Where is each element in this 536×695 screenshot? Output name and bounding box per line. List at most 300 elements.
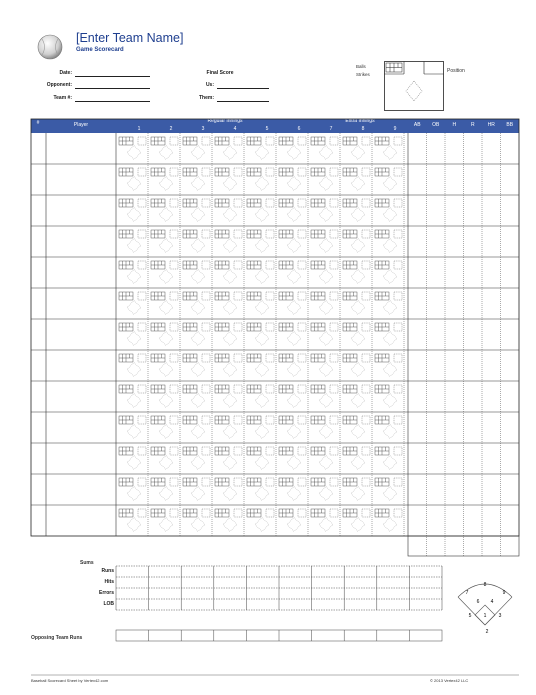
count-grid — [119, 199, 133, 207]
base-diamond — [127, 208, 141, 222]
count-grid — [247, 416, 261, 424]
position-box — [362, 416, 370, 424]
count-grid — [343, 478, 357, 486]
position-box — [362, 199, 370, 207]
position-box — [234, 416, 242, 424]
count-grid — [311, 199, 325, 207]
base-diamond — [255, 301, 269, 315]
position-box — [266, 354, 274, 362]
position-box — [234, 509, 242, 517]
count-grid — [375, 137, 389, 145]
team-name[interactable]: [Enter Team Name] — [76, 31, 184, 45]
count-grid — [279, 385, 293, 393]
count-grid — [311, 447, 325, 455]
position-box — [234, 292, 242, 300]
base-diamond — [287, 487, 301, 501]
count-grid — [375, 354, 389, 362]
base-diamond — [191, 456, 205, 470]
position-box — [394, 199, 402, 207]
position-box — [266, 385, 274, 393]
position-box — [298, 137, 306, 145]
position-box — [298, 509, 306, 517]
base-diamond — [255, 425, 269, 439]
position-box — [330, 385, 338, 393]
count-grid — [215, 478, 229, 486]
count-grid — [279, 199, 293, 207]
base-diamond — [223, 518, 237, 532]
count-grid — [215, 354, 229, 362]
strikes-label: Strikes — [356, 72, 370, 77]
count-grid — [183, 199, 197, 207]
count-grid — [279, 323, 293, 331]
position-box — [170, 447, 178, 455]
count-grid — [151, 447, 165, 455]
position-box — [266, 261, 274, 269]
position-box — [394, 416, 402, 424]
count-grid — [343, 447, 357, 455]
count-grid — [119, 509, 133, 517]
count-grid — [183, 478, 197, 486]
count-grid — [119, 292, 133, 300]
count-grid — [215, 385, 229, 393]
count-grid — [151, 199, 165, 207]
count-grid — [343, 416, 357, 424]
base-diamond — [287, 146, 301, 160]
base-diamond — [319, 270, 333, 284]
base-diamond — [223, 425, 237, 439]
count-grid — [215, 168, 229, 176]
position-box — [138, 168, 146, 176]
count-grid — [247, 199, 261, 207]
stat-header-ob: OB — [432, 122, 440, 128]
position-box — [266, 323, 274, 331]
position-box — [394, 447, 402, 455]
inning-number: 3 — [201, 126, 205, 132]
opposing-team-runs-label: Opposing Team Runs — [31, 635, 83, 641]
position-box — [234, 478, 242, 486]
position-8: 8 — [483, 582, 487, 588]
position-box — [234, 230, 242, 238]
position-box — [202, 137, 210, 145]
base-diamond — [319, 425, 333, 439]
count-grid — [375, 416, 389, 424]
position-box — [202, 261, 210, 269]
count-grid — [279, 416, 293, 424]
base-diamond — [287, 208, 301, 222]
field-position-diagram — [450, 575, 520, 637]
base-diamond — [127, 239, 141, 253]
base-diamond — [255, 332, 269, 346]
count-grid — [343, 509, 357, 517]
base-diamond — [127, 363, 141, 377]
base-diamond — [383, 332, 397, 346]
count-grid — [311, 292, 325, 300]
position-box — [202, 354, 210, 362]
base-diamond — [159, 332, 173, 346]
count-grid — [119, 261, 133, 269]
count-grid — [215, 230, 229, 238]
position-box — [394, 137, 402, 145]
count-grid — [311, 168, 325, 176]
position-box — [234, 199, 242, 207]
position-box — [266, 509, 274, 517]
base-diamond — [223, 177, 237, 191]
base-diamond — [159, 208, 173, 222]
us-label: Us: — [205, 82, 214, 88]
position-box — [298, 261, 306, 269]
count-grid — [119, 385, 133, 393]
position-box — [138, 199, 146, 207]
count-grid — [215, 261, 229, 269]
count-grid — [247, 168, 261, 176]
base-diamond — [223, 239, 237, 253]
base-diamond — [159, 301, 173, 315]
base-diamond — [255, 239, 269, 253]
count-grid — [279, 478, 293, 486]
count-grid — [247, 509, 261, 517]
position-box — [170, 261, 178, 269]
stat-header-h: H — [452, 122, 457, 128]
count-grid — [183, 230, 197, 238]
base-diamond — [319, 177, 333, 191]
count-grid — [375, 292, 389, 300]
count-grid — [183, 354, 197, 362]
inning-number: 7 — [329, 126, 333, 132]
footer-copyright: © 2013 Vertex42 LLC — [430, 678, 469, 683]
count-grid — [279, 292, 293, 300]
count-grid — [183, 261, 197, 269]
base-diamond — [127, 425, 141, 439]
position-5: 5 — [468, 613, 472, 619]
base-diamond — [159, 146, 173, 160]
count-grid — [183, 509, 197, 517]
base-diamond — [319, 518, 333, 532]
position-box — [170, 509, 178, 517]
position-box — [170, 137, 178, 145]
position-box — [298, 168, 306, 176]
count-grid — [119, 447, 133, 455]
base-diamond — [383, 487, 397, 501]
count-grid — [279, 447, 293, 455]
count-grid — [183, 137, 197, 145]
count-grid — [215, 416, 229, 424]
count-grid — [343, 230, 357, 238]
count-grid — [151, 354, 165, 362]
count-grid — [119, 416, 133, 424]
count-grid — [215, 447, 229, 455]
position-box — [394, 230, 402, 238]
base-diamond — [319, 363, 333, 377]
base-diamond — [255, 487, 269, 501]
base-diamond — [159, 363, 173, 377]
base-diamond — [223, 301, 237, 315]
inning-number: 9 — [393, 126, 397, 132]
position-box — [394, 323, 402, 331]
count-grid — [151, 416, 165, 424]
position-box — [266, 199, 274, 207]
base-diamond — [351, 456, 365, 470]
base-diamond — [127, 177, 141, 191]
position-box — [234, 385, 242, 393]
base-diamond — [383, 363, 397, 377]
position-box — [394, 292, 402, 300]
position-box — [170, 354, 178, 362]
base-diamond — [287, 177, 301, 191]
date-label: Date: — [59, 70, 72, 76]
position-box — [234, 261, 242, 269]
position-box — [362, 261, 370, 269]
base-diamond — [255, 146, 269, 160]
inning-number: 8 — [361, 126, 365, 132]
base-diamond — [191, 270, 205, 284]
count-grid — [311, 509, 325, 517]
count-grid — [375, 323, 389, 331]
count-grid — [343, 354, 357, 362]
count-grid — [311, 230, 325, 238]
count-grid — [151, 168, 165, 176]
opponent-label: Opponent: — [46, 82, 72, 88]
count-grid — [215, 323, 229, 331]
count-grid — [311, 137, 325, 145]
position-box — [362, 323, 370, 331]
position-box — [170, 323, 178, 331]
base-diamond — [191, 518, 205, 532]
base-diamond — [351, 239, 365, 253]
base-diamond — [127, 332, 141, 346]
base-diamond — [287, 332, 301, 346]
position-1: 1 — [483, 613, 487, 619]
count-grid — [343, 137, 357, 145]
team-number-label: Team #: — [53, 95, 72, 101]
base-diamond — [319, 456, 333, 470]
base-diamond — [255, 456, 269, 470]
position-box — [362, 478, 370, 486]
position-box — [266, 137, 274, 145]
position-box — [298, 447, 306, 455]
position-box — [138, 137, 146, 145]
count-grid — [247, 230, 261, 238]
base-diamond — [223, 394, 237, 408]
base-diamond — [351, 301, 365, 315]
sums-label: Sums — [80, 560, 94, 566]
count-grid — [311, 261, 325, 269]
position-box — [138, 230, 146, 238]
base-diamond — [223, 456, 237, 470]
count-grid — [151, 292, 165, 300]
position-3: 3 — [498, 613, 502, 619]
base-diamond — [383, 270, 397, 284]
count-grid — [279, 137, 293, 145]
inning-number: 1 — [137, 126, 141, 132]
count-grid — [343, 385, 357, 393]
position-box — [330, 292, 338, 300]
count-grid — [119, 323, 133, 331]
count-grid — [119, 230, 133, 238]
stat-header-ab: AB — [413, 122, 421, 128]
base-diamond — [127, 301, 141, 315]
count-grid — [279, 230, 293, 238]
count-grid — [247, 137, 261, 145]
count-grid — [343, 261, 357, 269]
count-grid — [215, 137, 229, 145]
count-grid — [183, 323, 197, 331]
position-box — [234, 168, 242, 176]
base-diamond — [191, 487, 205, 501]
base-diamond — [191, 394, 205, 408]
base-diamond — [319, 208, 333, 222]
count-grid — [183, 447, 197, 455]
base-diamond — [255, 177, 269, 191]
count-grid — [375, 230, 389, 238]
position-box — [170, 292, 178, 300]
position-box — [266, 416, 274, 424]
count-grid — [375, 168, 389, 176]
position-box — [330, 447, 338, 455]
base-diamond — [383, 518, 397, 532]
position-box — [330, 137, 338, 145]
base-diamond — [287, 518, 301, 532]
base-diamond — [351, 363, 365, 377]
count-grid — [375, 509, 389, 517]
position-box — [170, 199, 178, 207]
base-diamond — [191, 177, 205, 191]
count-grid — [311, 354, 325, 362]
base-diamond — [287, 425, 301, 439]
inning-number: 4 — [233, 126, 237, 132]
inning-number: 6 — [297, 126, 301, 132]
base-diamond — [319, 301, 333, 315]
position-box — [394, 354, 402, 362]
base-diamond — [127, 394, 141, 408]
position-box — [138, 354, 146, 362]
count-grid — [247, 261, 261, 269]
position-box — [362, 292, 370, 300]
count-grid — [247, 354, 261, 362]
position-box — [138, 447, 146, 455]
count-grid — [215, 509, 229, 517]
base-diamond — [319, 146, 333, 160]
position-box — [202, 323, 210, 331]
inning-number: 2 — [169, 126, 173, 132]
position-box — [234, 447, 242, 455]
base-diamond — [351, 487, 365, 501]
position-box — [170, 478, 178, 486]
count-grid — [151, 509, 165, 517]
position-box — [394, 168, 402, 176]
base-diamond — [191, 208, 205, 222]
position-box — [330, 323, 338, 331]
position-box — [202, 292, 210, 300]
count-grid — [151, 261, 165, 269]
count-grid — [279, 261, 293, 269]
base-diamond — [383, 177, 397, 191]
position-box — [394, 385, 402, 393]
count-grid — [311, 385, 325, 393]
position-box — [202, 478, 210, 486]
base-diamond — [191, 425, 205, 439]
count-grid — [375, 447, 389, 455]
base-diamond — [127, 487, 141, 501]
position-box — [298, 354, 306, 362]
base-diamond — [159, 518, 173, 532]
base-diamond — [319, 239, 333, 253]
position-box — [170, 168, 178, 176]
base-diamond — [287, 270, 301, 284]
position-box — [298, 230, 306, 238]
base-diamond — [383, 456, 397, 470]
position-box — [266, 230, 274, 238]
base-diamond — [351, 146, 365, 160]
sum-row-label: Runs — [101, 568, 114, 574]
stat-header-bb: BB — [506, 122, 514, 128]
number-column-header: # — [36, 120, 40, 126]
count-grid — [151, 478, 165, 486]
base-diamond — [287, 301, 301, 315]
base-diamond — [351, 518, 365, 532]
base-diamond — [159, 239, 173, 253]
base-diamond — [127, 270, 141, 284]
footer-credit: Baseball Scorecard Sheet by Vertex42.com — [31, 678, 109, 683]
base-diamond — [287, 394, 301, 408]
base-diamond — [159, 487, 173, 501]
position-box — [330, 261, 338, 269]
count-grid — [311, 478, 325, 486]
count-grid — [151, 137, 165, 145]
position-box — [202, 447, 210, 455]
count-grid — [279, 168, 293, 176]
count-grid — [343, 168, 357, 176]
count-grid — [119, 478, 133, 486]
base-diamond — [223, 487, 237, 501]
count-grid — [183, 168, 197, 176]
base-diamond — [351, 177, 365, 191]
count-grid — [343, 323, 357, 331]
base-diamond — [287, 363, 301, 377]
base-diamond — [383, 146, 397, 160]
position-box — [330, 230, 338, 238]
base-diamond — [255, 270, 269, 284]
base-diamond — [351, 270, 365, 284]
position-box — [202, 230, 210, 238]
count-grid — [247, 447, 261, 455]
position-box — [362, 385, 370, 393]
position-box — [138, 509, 146, 517]
position-box — [202, 509, 210, 517]
count-grid — [247, 385, 261, 393]
position-box — [298, 292, 306, 300]
base-diamond — [383, 239, 397, 253]
position-box — [330, 168, 338, 176]
base-diamond — [127, 146, 141, 160]
count-grid — [375, 261, 389, 269]
count-grid — [279, 354, 293, 362]
position-box — [362, 230, 370, 238]
position-4: 4 — [490, 599, 494, 605]
position-box — [394, 478, 402, 486]
position-label: Position — [447, 68, 465, 74]
position-2: 2 — [485, 629, 489, 635]
count-grid — [215, 292, 229, 300]
position-box — [362, 447, 370, 455]
base-diamond — [127, 456, 141, 470]
position-box — [138, 478, 146, 486]
position-box — [330, 416, 338, 424]
count-grid — [375, 478, 389, 486]
position-box — [234, 354, 242, 362]
base-diamond — [159, 270, 173, 284]
base-diamond — [319, 487, 333, 501]
base-diamond — [223, 270, 237, 284]
